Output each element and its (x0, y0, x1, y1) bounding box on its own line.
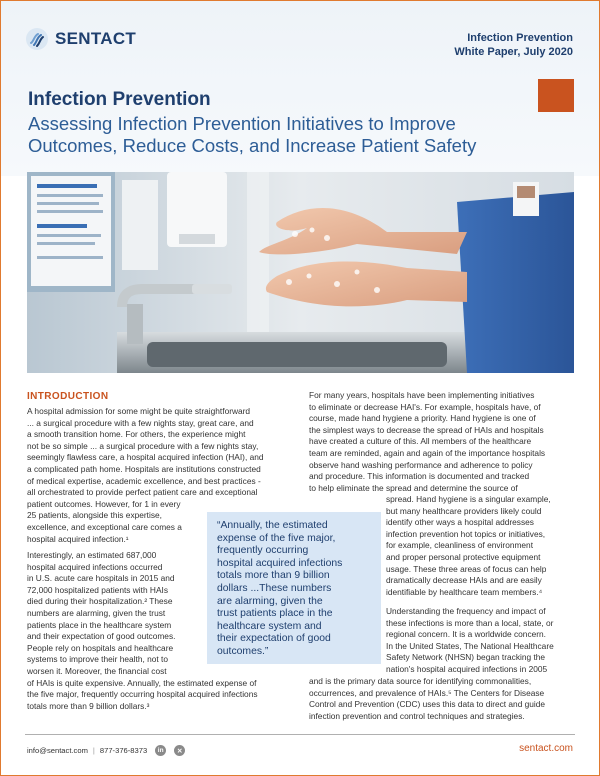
text-line: A hospital admission for some might be quite straightforward (27, 406, 251, 416)
text-line: to eliminate or decrease HAI's. For example, hospitals have, of (309, 401, 541, 412)
page-title: Infection Prevention (28, 89, 211, 110)
text-line: to help eliminate the spread and determine the source of (309, 482, 518, 493)
text-line: for example, cleanliness of environment (386, 540, 534, 551)
text-line: systems to improve their health, not to (27, 654, 168, 665)
quote-line: are alarming, given the (217, 595, 323, 607)
section-heading-introduction: INTRODUCTION (27, 391, 109, 402)
text-line: usage. These three areas of focus can help (386, 563, 547, 574)
text-line: in U.S. acute care hospitals in 2015 and (27, 573, 175, 584)
text-line: of HAIs is quite expensive. Annually, the estimated expense of (27, 677, 257, 688)
text-line: infection prevention hot topics or initiatives, (386, 528, 546, 539)
text-line: observe hand washing performance and adherence to policy (309, 459, 533, 470)
text-line: People rely on hospitals and healthcare (27, 642, 174, 653)
linkedin-icon[interactable]: in (155, 745, 166, 756)
text-line: patients place in the healthcare system (27, 619, 172, 630)
text-line: patient outcomes. However, for 1 in every (27, 498, 181, 509)
accent-square (538, 79, 574, 112)
title-block (28, 89, 538, 157)
document-date: White Paper, July 2020 (454, 46, 573, 58)
text-line: Safety Network (NHSN) began tracking the (386, 652, 546, 663)
handwashing-photo-icon (27, 172, 574, 373)
text-line: identifiable by healthcare team members.⁴ (386, 586, 543, 597)
text-line: the five major, frequently occurring hospital acquired infections (27, 689, 258, 700)
text-line: identify other ways a hospital addresses (386, 517, 534, 528)
text-line: died during their hospitalization.² These (27, 596, 173, 607)
footer-divider (25, 734, 575, 735)
footer-separator: | (92, 746, 95, 755)
pull-quote (207, 512, 381, 664)
text-line: of medical expertise, academic excellence, and best practices - (27, 475, 261, 486)
page-subtitle-line-2: Outcomes, Reduce Costs, and Increase Patient Safety (28, 135, 477, 156)
brand-name: SENTACT (55, 29, 137, 48)
text-line: occurrences, and prevalence of HAIs.⁵ The Centers for Disease (309, 687, 545, 698)
sentact-logo-mark-icon (25, 27, 49, 51)
quote-line: healthcare system and (217, 620, 322, 632)
text-line: numbers are alarming, given the trust (27, 607, 166, 618)
text-line: these infections is more than a local, state, or (386, 617, 554, 628)
text-line: and procedure. This information is documented and tracked (309, 471, 530, 482)
text-line: and is the primary data source for identifying commonalities, (309, 676, 532, 686)
text-line: hospital acquired infection.¹ (27, 533, 129, 544)
footer-email-link[interactable]: info@sentact.com (27, 746, 88, 755)
quote-line: trust patients place in the (217, 608, 333, 620)
text-line: hospital acquired infections occurred (27, 561, 163, 572)
text-line: seemingly flawless care, a hospital acquired infection (HAI), and (27, 452, 264, 463)
text-line: dramatically decrease HAIs and are easily (386, 575, 542, 586)
text-line: but many healthcare providers likely could (386, 505, 542, 516)
text-line: regional concern. It is a worldwide concern. (386, 629, 547, 640)
text-line: Interestingly, an estimated 687,000 (27, 550, 157, 560)
right-paragraph-1 (309, 390, 579, 494)
right-paragraph-2 (386, 606, 581, 676)
x-icon[interactable]: ✕ (174, 745, 185, 756)
right-paragraph-1-continued (386, 494, 581, 598)
text-line: a complicated path home. Hospitals are institutions constructed (27, 463, 261, 474)
quote-line: expense of the five major, (217, 532, 336, 544)
page-subtitle-line-1: Assessing Infection Prevention Initiatives to Improve (28, 113, 456, 134)
quote-line: dollars ...These numbers (217, 582, 332, 594)
text-line: worsen it. Moreover, the financial cost (27, 665, 167, 676)
text-line: infection prevention and control techniques and strategies. (309, 710, 525, 721)
text-line: not be so simple ... a surgical procedure with a few nights stay, (27, 440, 259, 451)
text-line: and their expectation of good outcomes. (27, 631, 176, 642)
text-line: For many years, hospitals have been implementing initiatives (309, 390, 535, 400)
text-line: ... a surgical procedure with a few nights stay, great care, and (27, 417, 254, 428)
text-line: and proper personal protective equipment (386, 551, 541, 562)
text-line: spread. Hand hygiene is a singular example, (386, 494, 551, 504)
sentact-logo[interactable] (25, 27, 136, 51)
text-line: excellence, and exceptional care comes a (27, 521, 182, 532)
text-line: nation's hospital acquired infections in 2005 (386, 663, 548, 674)
text-line: totals more than 9 billion dollars.³ (27, 700, 150, 711)
right-paragraph-2-continued (309, 676, 581, 722)
document-meta (454, 31, 573, 59)
quote-line: outcomes.” (217, 645, 269, 657)
text-line: team are reminded, again and again of the importance hospitals (309, 447, 546, 458)
text-line: the simplest ways to decrease the spread of HAIs and hospitals (309, 424, 544, 435)
quote-line: their expectation of good (217, 633, 331, 645)
text-line: In the United States, The National Healthcare (386, 640, 554, 651)
text-line: 72,000 hospitalized patients with HAIs (27, 584, 169, 595)
text-line: a smooth transition home. For others, the experience might (27, 429, 246, 440)
hero-image (27, 172, 574, 373)
text-line: 25 patients, alongside this expertise, (27, 510, 162, 521)
quote-line: frequently occurring (217, 545, 309, 557)
text-line: Understanding the frequency and impact of (386, 606, 546, 616)
text-line: Control and Prevention (CDC) uses this data to direct and guide (309, 699, 546, 710)
document-category: Infection Prevention (467, 32, 573, 44)
text-line: have created a culture of this. All members of the healthcare (309, 436, 532, 447)
text-line: course, made hand hygiene a priority. Hand hygiene is one of (309, 413, 536, 424)
text-line: all orchestrated to provide perfect patient care and exceptional (27, 487, 258, 498)
quote-line: totals more than 9 billion (217, 570, 330, 582)
footer-contact (27, 745, 185, 756)
footer-website-link[interactable]: sentact.com (519, 743, 573, 754)
footer-phone[interactable]: 877-376-8373 (99, 746, 148, 755)
quote-line: “Annually, the estimated (217, 520, 328, 531)
quote-line: hospital acquired infections (217, 557, 343, 569)
